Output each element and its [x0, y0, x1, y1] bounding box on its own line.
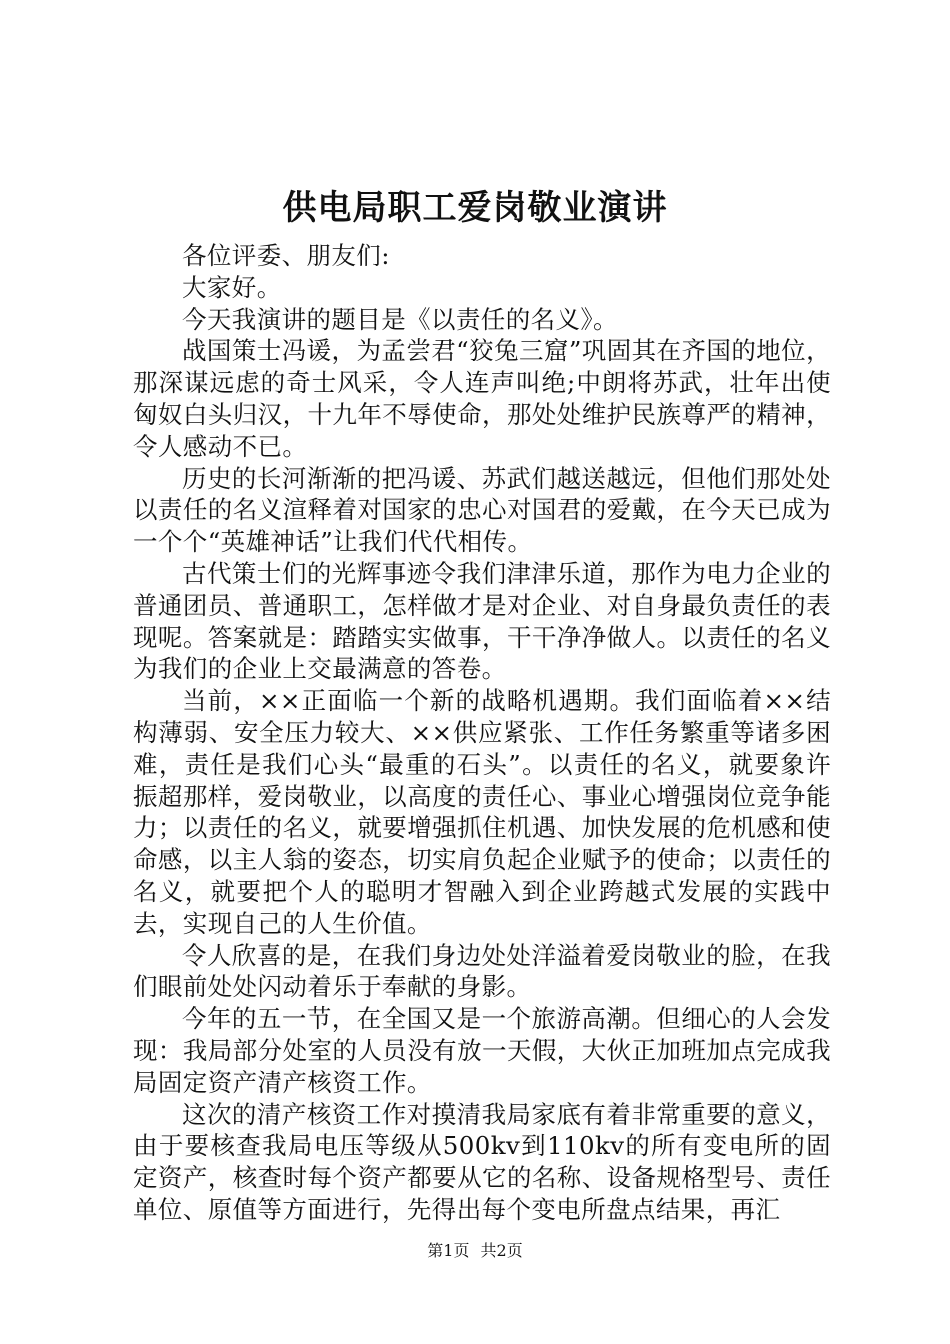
paragraph-history: 历史的长河渐渐的把冯谖、苏武们越送越远，但他们那处处以责任的名义渲释着对国家的忠心对国君的爱戴，在今天已成为一个个“英雄神话”让我们代代相传。	[133, 463, 831, 557]
document-title: 供电局职工爱岗敬业演讲	[282, 188, 668, 228]
page-total: 共2页	[480, 1241, 523, 1260]
paragraph-may-day: 今年的五一节，在全国又是一个旅游高潮。但细心的人会发现：我局部分处室的人员没有放一天假，大伙正加班加点完成我局固定资产清产核资工作。	[133, 1004, 831, 1097]
page-footer	[0, 1240, 950, 1262]
paragraph-ancient-strategists: 古代策士们的光辉事迹令我们津津乐道，那作为电力企业的普通团员、普通职工，怎样做才是对企业、对自身最负责任的表现呢。答案就是：踏踏实实做事，干干净净做人。以责任的名义为我们的企业上交最满意的答卷。	[133, 558, 831, 684]
paragraph-greeting: 大家好。	[182, 272, 282, 302]
document-body	[133, 240, 831, 1226]
paragraph-asset-audit: 这次的清产核资工作对摸清我局家底有着非常重要的意义，由于要核查我局电压等级从500kv到110kv的所有变电所的固定资产，核查时每个资产都要从它的名称、设备规格型号、责任单位、原值等方面进行，先得出每个变电所盘点结果，再汇	[133, 1099, 831, 1224]
page-number: 第1页	[427, 1241, 470, 1260]
paragraph-current-situation: 当前，××正面临一个新的战略机遇期。我们面临着××结构薄弱、安全压力较大、××供应紧张、工作任务繁重等诸多困难，责任是我们心头“最重的石头”。以责任的名义，就要象许振超那样，爱岗敬业，以高度的责任心、事业心增强岗位竞争能力；以责任的名义，就要增强抓住机遇、加快发展的危机感和使命感，以主人翁的姿态，切实肩负起企业赋予的使命；以责任的名义，就要把个人的聪明才智融入到企业跨越式发展的实践中去，实现自己的人生价值。	[133, 686, 831, 938]
paragraph-gladdening: 令人欣喜的是，在我们身边处处洋溢着爱岗敬业的脸，在我们眼前处处闪动着乐于奉献的身影。	[133, 940, 831, 1002]
paragraph-salutation: 各位评委、朋友们:	[182, 241, 390, 270]
paragraph-topic: 今天我演讲的题目是《以责任的名义》。	[182, 304, 618, 334]
paragraph-feng-xuan-su-wu: 战国策士冯谖，为孟尝君“狡兔三窟”巩固其在齐国的地位，那深谋远虑的奇士风采，令人连声叫绝;中朗将苏武，壮年出使匈奴白头归汉，十九年不辱使命，那处处维护民族尊严的精神，令人感动不已。	[133, 336, 831, 461]
